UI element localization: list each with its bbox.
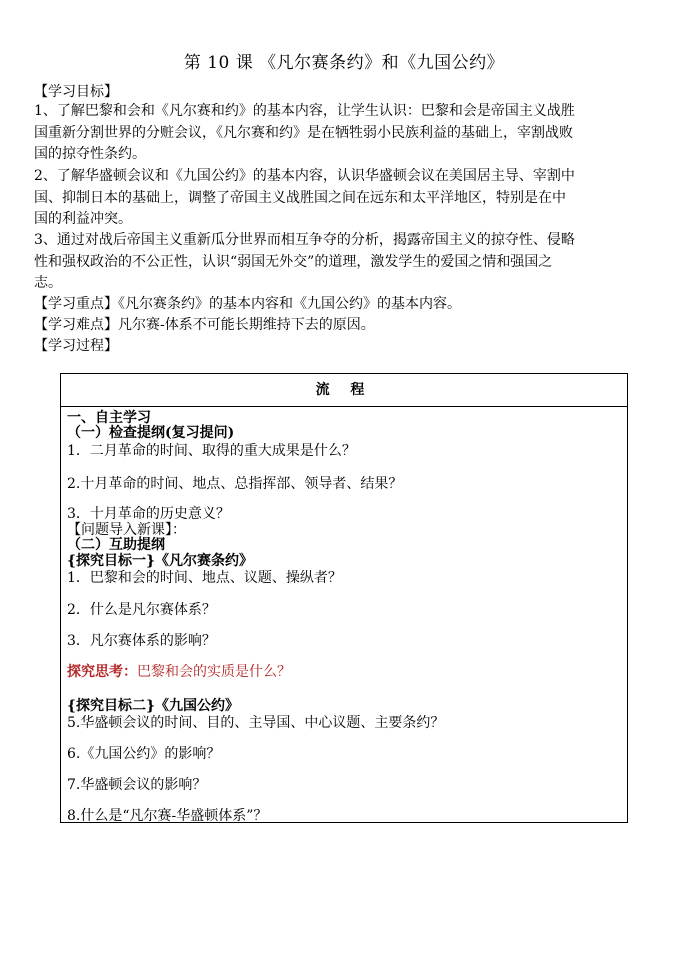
think-question: [67, 661, 291, 681]
goal-2-question-5: 5.华盛顿会议的时间、目的、主导国、中心议题、主要条约？: [67, 715, 445, 731]
goal-1-title: {探究目标一}《凡尔赛条约》: [67, 553, 254, 569]
question-1: 1．二月革命的时间、取得的重大成果是什么？: [67, 443, 356, 459]
think-text: 巴黎和会的实质是什么？: [137, 664, 291, 680]
objective-1: [34, 101, 654, 166]
sub-review-outline: （一）检查提纲(复习提问): [67, 425, 235, 441]
goal-2-question-7: 7.华盛顿会议的影响？: [67, 777, 207, 793]
key-point: 【学习重点】《凡尔赛条约》的基本内容和《九国公约》的基本内容。: [34, 296, 461, 312]
objective-line: 国重新分割世界的分赃会议，《凡尔赛和约》是在牺牲弱小民族利益的基础上，宰割战败: [34, 124, 573, 141]
table-header: 流 程: [61, 374, 627, 407]
objective-line: 性和强权政治的不公正性，认识“弱国无外交”的道理，激发学生的爱国之情和强国之: [34, 253, 553, 270]
objective-3: [34, 230, 654, 295]
section-self-study: 一、自主学习: [67, 410, 151, 426]
objective-line: 2、了解华盛顿会议和《九国公约》的基本内容，认识华盛顿会议在美国居主导、宰割中: [34, 168, 575, 184]
question-2: 2.十月革命的时间、地点、总指挥部、领导者、结果？: [67, 476, 403, 492]
intro-new-lesson: 【问题导入新课】：: [67, 522, 186, 538]
goal-2-question-8: 8.什么是“凡尔赛-华盛顿体系”？: [67, 808, 268, 824]
goal-1-question-2: 2．什么是凡尔赛体系？: [67, 602, 216, 618]
lesson-title: 第 10 课 《凡尔赛条约》和《九国公约》: [183, 53, 505, 73]
goal-1-question-1: 1．巴黎和会的时间、地点、议题、操纵者？: [67, 570, 342, 586]
sub-mutual-outline: （二）互助提纲: [67, 537, 165, 553]
objective-line: 1、了解巴黎和会和《凡尔赛和约》的基本内容，让学生认识：巴黎和会是帝国主义战胜: [34, 103, 575, 119]
objectives-header: 【学习目标】: [34, 84, 118, 100]
objective-2: [34, 166, 654, 231]
question-3: 3．十月革命的历史意义？: [67, 506, 230, 522]
objective-line: 国的掠夺性条约。: [34, 146, 146, 162]
difficulty: 【学习难点】凡尔赛-体系不可能长期维持下去的原因。: [34, 317, 375, 333]
think-label: 探究思考：: [67, 664, 137, 680]
goal-2-question-6: 6.《九国公约》的影响？: [67, 746, 221, 762]
process-table: [60, 373, 628, 823]
goal-1-question-3: 3．凡尔赛体系的影响？: [67, 633, 216, 649]
objective-line: 志。: [34, 275, 62, 291]
goal-2-title: {探究目标二}《九国公约》: [67, 698, 240, 714]
objective-line: 国的利益冲突。: [34, 211, 132, 227]
objective-line: 国、抑制日本的基础上，调整了帝国主义战胜国之间在远东和太平洋地区，特别是在中: [34, 189, 566, 206]
process-header: 【学习过程】: [34, 338, 118, 354]
objective-line: 3、通过对战后帝国主义重新瓜分世界而相互争夺的分析，揭露帝国主义的掠夺性、侵略: [34, 232, 575, 248]
